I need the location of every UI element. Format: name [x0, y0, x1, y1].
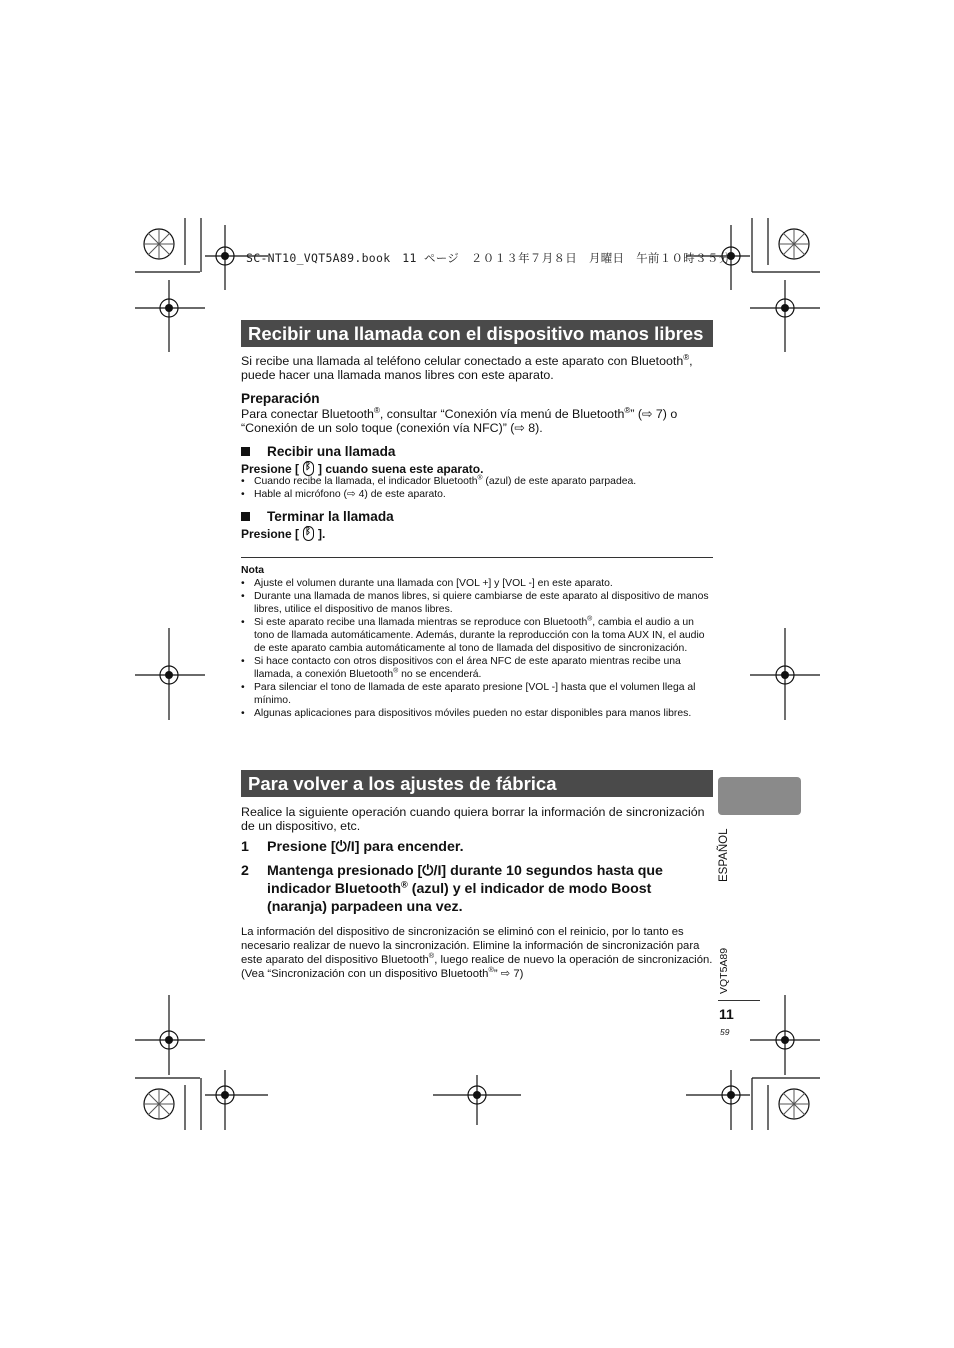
sub-page-number: 59	[720, 1027, 730, 1037]
end-call-instruction: Presione [ᛒ ].	[241, 526, 713, 541]
list-item: • Durante una llamada de manos libres, si quiere cambiarse de este aparato al dispositivo de manos libres, utilice el dispositivo de manos libres.	[241, 590, 713, 616]
list-item: • Si hace contacto con otros dispositivos con el área NFC de este aparato mientras recibe una llamada, a conexión Bluetooth® no se encenderá.	[241, 655, 713, 681]
receive-call-bullets	[241, 475, 713, 501]
model-code: VQT5A89	[718, 947, 730, 994]
preparation-heading: Preparación	[241, 391, 320, 406]
section2-body: La información del dispositivo de sincronización se eliminó con el reinicio, por lo tanto es necesario realizar de nuevo la sincronización. Elimine la información de sincronización para este aparato del dispositivo Bluetooth®, luego realice de nuevo la operación de sincronización. (Vea “Sincronización con un dispositivo Bluetooth®” ⇨ 7)	[241, 926, 713, 980]
receive-call-instruction: Presione [ᛒ ] cuando suena este aparato.	[241, 461, 713, 476]
list-item: • Hable al micrófono (⇨ 4) de este aparato.	[241, 488, 713, 501]
end-call-heading: Terminar la llamada	[241, 510, 713, 524]
list-item: • Ajuste el volumen durante una llamada con [VOL +] y [VOL -] en este aparato.	[241, 577, 713, 590]
list-item: • Para silenciar el tono de llamada de este aparato presione [VOL -] hasta que el volumen llega al mínimo.	[241, 681, 713, 707]
list-item: • Si este aparato recibe una llamada mientras se reproduce con Bluetooth®, cambia el audio a un tono de llamada automáticamente. Además, durante la reproducción con la toma AUX IN, el audio de este aparato cambia automáticamente al tono de llamada del dispositivo de sincronización.	[241, 616, 713, 655]
square-bullet-icon	[241, 512, 250, 521]
preparation-text: Para conectar Bluetooth®, consultar “Conexión vía menú de Bluetooth®” (⇨ 7) o “Conexión de un solo toque (conexión vía NFC)” (⇨ 8).	[241, 405, 678, 435]
page-number-rule	[718, 1000, 760, 1001]
bluetooth-icon	[303, 526, 314, 541]
power-icon: ⏻	[422, 863, 434, 879]
step-2: 2 Mantenga presionado [⏻/I] durante 10 segundos hasta que indicador Bluetooth® (azul) y el indicador de modo Boost (naranja) parpadeen una vez.	[241, 863, 663, 915]
note-list	[241, 577, 713, 720]
section-title-hands-free: Recibir una llamada con el dispositivo manos libres	[241, 320, 713, 347]
square-bullet-icon	[241, 447, 250, 456]
receive-call-heading: Recibir una llamada	[241, 445, 713, 459]
note-heading: Nota	[241, 565, 265, 576]
section1-intro: Si recibe una llamada al teléfono celular conectado a este aparato con Bluetooth®, puede hacer una llamada manos libres con este aparato.	[241, 352, 693, 382]
language-tab	[718, 777, 801, 815]
section2-intro: Realice la siguiente operación cuando quiera borrar la información de sincronización de un dispositivo, etc.	[241, 805, 705, 833]
bluetooth-icon	[303, 461, 314, 476]
page-number: 11	[719, 1006, 734, 1022]
language-label: ESPAÑOL	[718, 828, 730, 882]
power-icon: ⏻	[335, 839, 347, 855]
section-title-factory-reset: Para volver a los ajustes de fábrica	[241, 770, 713, 797]
list-item: • Algunas aplicaciones para dispositivos móviles pueden no estar disponibles para manos libres.	[241, 707, 713, 720]
note-divider	[241, 557, 713, 558]
file-header-line: SC-NT10_VQT5A89.book 11 ページ ２０１３年７月８日 月曜日 午前１０時３５分	[246, 251, 731, 265]
step-1: 1 Presione [⏻/I] para encender.	[241, 839, 464, 855]
list-item: • Cuando recibe la llamada, el indicador Bluetooth® (azul) de este aparato parpadea.	[241, 475, 713, 488]
